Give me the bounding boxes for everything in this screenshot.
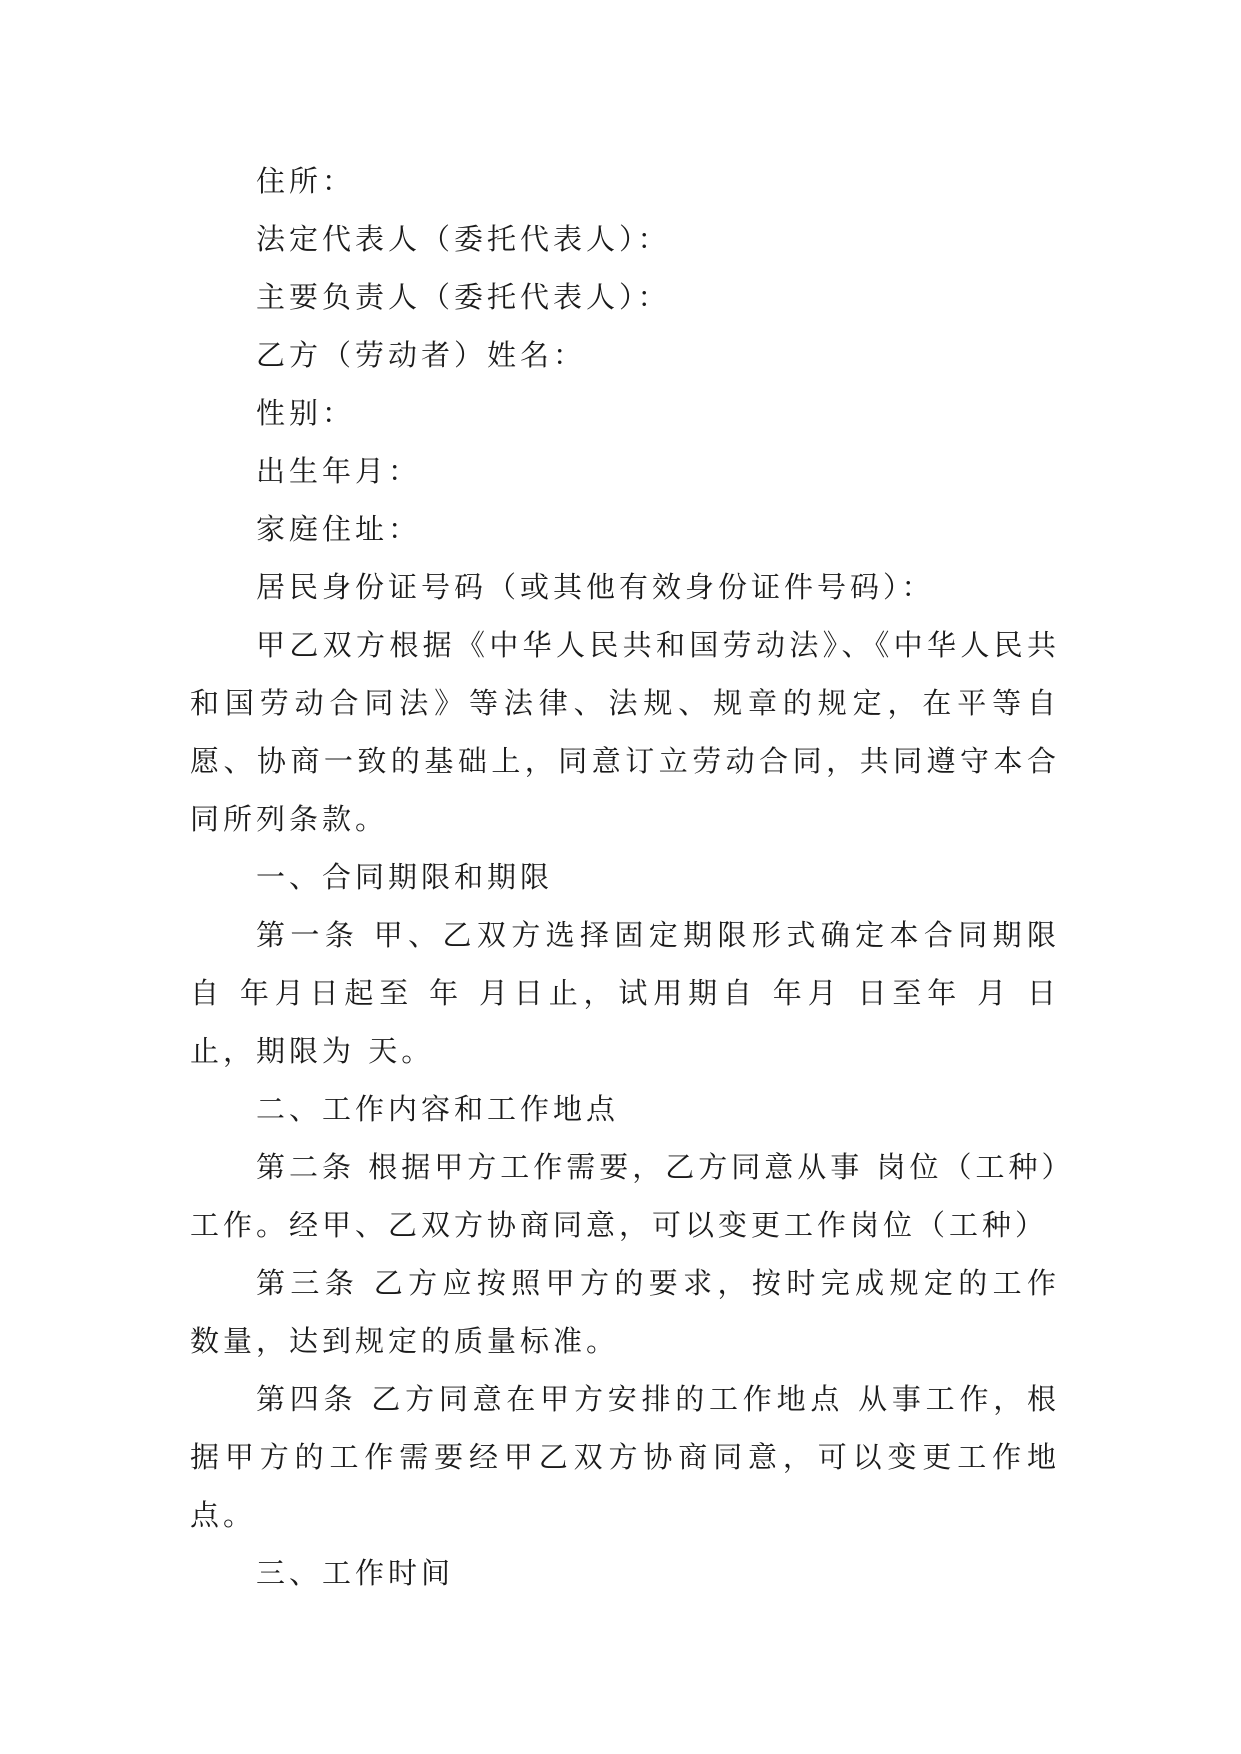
section-heading-term: 一、合同期限和期限 — [256, 860, 554, 894]
preamble-paragraph: 甲乙双方根据《中华人民共和国劳动法》、《中华人民共和国劳动合同法》等法律、法规、规章的规定，在平等自愿、协商一致的基础上，同意订立劳动合同，共同遵守本合同所列条款。 — [190, 628, 1060, 836]
field-gender: 性别： — [256, 396, 356, 430]
field-principal-person: 主要负责人（委托代表人）： — [256, 280, 671, 314]
section-heading-hours: 三、工作时间 — [256, 1556, 455, 1590]
article-3: 第三条 乙方应按照甲方的要求，按时完成规定的工作数量，达到规定的质量标准。 — [190, 1266, 1060, 1358]
field-address: 住所： — [256, 164, 356, 198]
field-legal-representative: 法定代表人（委托代表人）： — [256, 222, 671, 256]
article-1: 第一条 甲、乙双方选择固定期限形式确定本合同期限自 年月日起至 年 月日止，试用期自 年月 日至年 月 日止，期限为 天。 — [190, 918, 1060, 1068]
field-id-number: 居民身份证号码（或其他有效身份证件号码）： — [256, 570, 935, 604]
article-4: 第四条 乙方同意在甲方安排的工作地点 从事工作，根据甲方的工作需要经甲乙双方协商同意，可以变更工作地点。 — [190, 1382, 1060, 1532]
article-2: 第二条 根据甲方工作需要，乙方同意从事 岗位（工种）工作。经甲、乙双方协商同意，可以变更工作岗位（工种） — [190, 1150, 1060, 1242]
section-heading-work: 二、工作内容和工作地点 — [256, 1092, 620, 1126]
field-employee-name: 乙方（劳动者）姓名： — [256, 338, 587, 372]
field-birth-date: 出生年月： — [256, 454, 422, 488]
field-home-address: 家庭住址： — [256, 512, 422, 546]
contract-body — [190, 152, 1060, 1602]
